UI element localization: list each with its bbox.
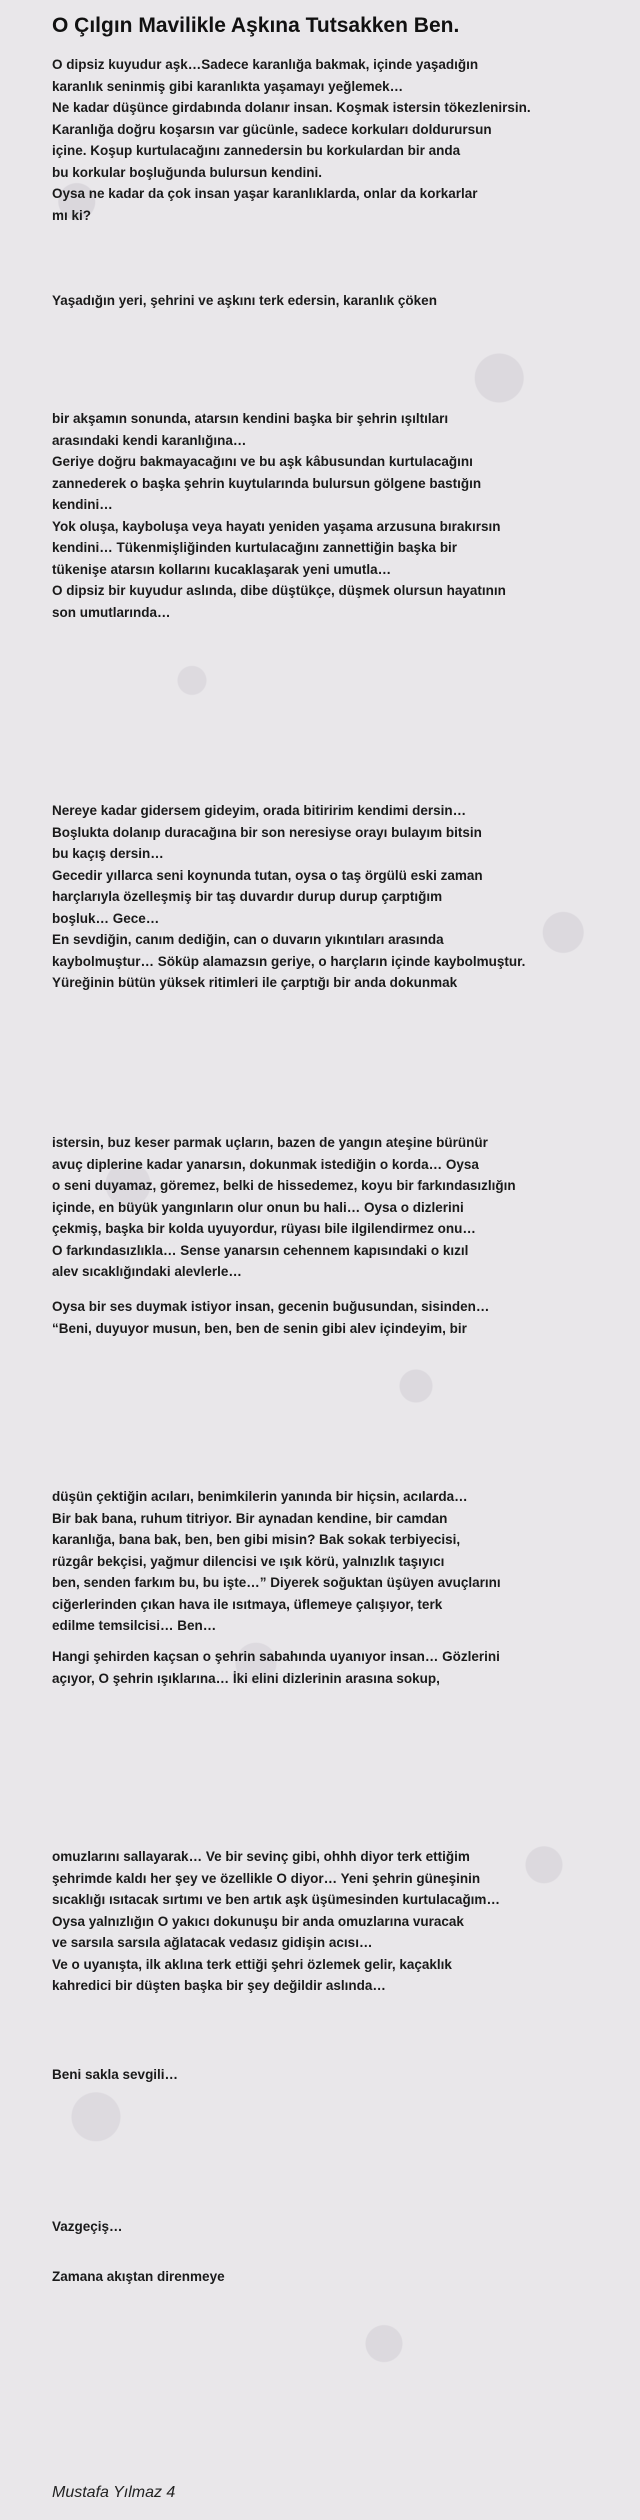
text-line: çekmiş, başka bir kolda uyuyordur, rüyası bile ilgilendirmez onu…	[52, 1221, 476, 1236]
text-line: mı ki?	[52, 207, 92, 223]
text-line: Bir bak bana, ruhum titriyor. Bir aynadan kendine, bir camdan	[52, 1510, 448, 1526]
paragraph-3	[52, 408, 632, 623]
text-line: Nereye kadar gidersem gideyim, orada bitiririm kendimi dersin…	[52, 803, 467, 818]
text-line: Oysa bir ses duymak istiyor insan, gecenin buğusundan, sisinden…	[52, 1299, 490, 1314]
text-line: tükenişe atarsın kollarını kucaklaşarak yeni umutla…	[52, 561, 392, 577]
text-line: Yok oluşa, kayboluşa veya hayatı yeniden yaşama arzusuna bırakırsın	[52, 518, 501, 534]
text-line: bu korkular boşluğunda bulursun kendini.	[52, 164, 323, 180]
text-line: karanlığa, bana bak, ben, ben gibi misin? Bak sokak terbiyecisi,	[52, 1532, 461, 1547]
text-line: açıyor, O şehrin ışıklarına… İki elini dizlerinin arasına sokup,	[52, 1670, 440, 1686]
text-line: Zamana akıştan direnmeye	[52, 2269, 225, 2284]
text-line: bir akşamın sonunda, atarsın kendini başka bir şehrin ışıltıları	[52, 411, 449, 426]
paragraph-2	[52, 290, 632, 312]
text-line: O dipsiz bir kuyudur aslında, dibe düştükçe, düşmek olursun hayatının	[52, 583, 506, 598]
text-line: Vazgeçiş…	[52, 2219, 123, 2234]
text-line: arasındaki kendi karanlığına…	[52, 432, 247, 448]
text-line: düşün çektiğin acıları, benimkilerin yanında bir hiçsin, acılarda…	[52, 1489, 468, 1504]
text-line: bu kaçış dersin…	[52, 846, 164, 861]
text-line: En sevdiğin, canım dediğin, can o duvarın yıkıntıları arasında	[52, 932, 444, 947]
text-line: alev sıcaklığındaki alevlerle…	[52, 1264, 242, 1279]
text-line: kendini…	[52, 497, 113, 512]
paragraph-5	[52, 1132, 632, 1283]
text-line: Oysa yalnızlığın O yakıcı dokunuşu bir anda omuzlarına vuracak	[52, 1913, 464, 1929]
text-line: O dipsiz kuyudur aşk…Sadece karanlığa bakmak, içinde yaşadığın	[52, 57, 479, 72]
text-line: sıcaklığı ısıtacak sırtımı ve ben artık aşk üşümesinden kurtulacağım…	[52, 1892, 500, 1907]
paragraph-8	[52, 1646, 632, 1689]
paragraph-11	[52, 2216, 632, 2238]
text-line: içine. Koşup kurtulacağını zannedersin bu korkulardan bir anda	[52, 143, 461, 158]
text-line: Beni sakla sevgili…	[52, 2067, 179, 2082]
paragraph-7	[52, 1486, 632, 1637]
text-line: kaybolmuştur… Söküp alamazsın geriye, o harçların içinde kaybolmuştur.	[52, 953, 526, 969]
text-line: omuzlarını sallayarak… Ve bir sevinç gibi, ohhh diyor terk ettiğim	[52, 1849, 470, 1864]
text-line: Hangi şehirden kaçsan o şehrin sabahında uyanıyor insan… Gözlerini	[52, 1649, 500, 1664]
text-line: Oysa ne kadar da çok insan yaşar karanlıklarda, onlar da korkarlar	[52, 186, 478, 201]
text-line: son umutlarında…	[52, 604, 171, 620]
text-line: içinde, en büyük yangınların olur onun bu hali… Oysa o dizlerini	[52, 1199, 464, 1215]
text-line: “Beni, duyuyor musun, ben, ben de senin gibi alev içindeyim, bir	[52, 1320, 467, 1336]
text-line: şehrimde kaldı her şey ve özellikle O diyor… Yeni şehrin güneşinin	[52, 1870, 481, 1886]
text-line: rüzgâr bekçisi, yağmur dilencisi ve ışık körü, yalnızlık taşıyıcı	[52, 1553, 445, 1569]
text-line: Boşlukta dolanıp duracağına bir son neresiyse orayı bulayım bitsin	[52, 824, 482, 840]
text-line: Gecedir yıllarca seni koynunda tutan, oysa o taş örgülü eski zaman	[52, 867, 483, 883]
text-line: ve sarsıla sarsıla ağlatacak vedasız gidişin acısı…	[52, 1935, 373, 1950]
text-line: Karanlığa doğru koşarsın var gücünle, sadece korkuları doldurursun	[52, 121, 492, 137]
text-line: edilme temsilcisi… Ben…	[52, 1618, 217, 1633]
text-line: karanlık seninmiş gibi karanlıkta yaşamayı yeğlemek…	[52, 78, 404, 94]
author-signature: Mustafa Yılmaz 4	[52, 2484, 176, 2501]
paragraph-4	[52, 800, 632, 994]
text-line: Geriye doğru bakmayacağını ve bu aşk kâbusundan kurtulacağını	[52, 454, 473, 469]
poem-title: O Çılgın Mavilikle Aşkına Tutsakken Ben.	[52, 14, 460, 37]
text-line: Yaşadığın yeri, şehrini ve aşkını terk edersin, karanlık çöken	[52, 293, 437, 308]
text-line: Ne kadar düşünce girdabında dolanır insan. Koşmak istersin tökezlenirsin.	[52, 100, 531, 115]
text-line: ciğerlerinden çıkan hava ile ısıtmaya, üflemeye çalışıyor, terk	[52, 1596, 443, 1612]
text-line: Ve o uyanışta, ilk aklına terk ettiği şehri özlemek gelir, kaçaklık	[52, 1956, 452, 1972]
text-line: ben, senden farkım bu, bu işte…” Diyerek soğuktan üşüyen avuçlarını	[52, 1575, 501, 1590]
text-line: zannederek o başka şehrin kuytularında bulursun gölgene bastığın	[52, 475, 482, 491]
text-line: Yüreğinin bütün yüksek ritimleri ile çarptığı bir anda dokunmak	[52, 975, 458, 990]
text-line: avuç diplerine kadar yanarsın, dokunmak istediğin o korda… Oysa	[52, 1156, 479, 1172]
paragraph-6	[52, 1296, 632, 1339]
text-line: kahredici bir düşten başka bir şey değildir aslında…	[52, 1978, 386, 1993]
text-line: harçlarıyla özelleşmiş bir taş duvardır durup durup çarptığım	[52, 889, 443, 904]
text-line: istersin, buz keser parmak uçların, bazen de yangın ateşine bürünür	[52, 1135, 488, 1150]
text-line: o seni duyamaz, göremez, belki de hissedemez, koyu bir farkındasızlığın	[52, 1178, 516, 1193]
text-line: O farkındasızlıkla… Sense yanarsın cehennem kapısındaki o kızıl	[52, 1242, 469, 1258]
paragraph-12	[52, 2266, 632, 2288]
text-line: boşluk… Gece…	[52, 910, 160, 926]
text-line: kendini… Tükenmişliğinden kurtulacağını zannettiğin başka bir	[52, 540, 458, 555]
paragraph-1	[52, 54, 632, 226]
paragraph-10	[52, 2064, 632, 2086]
paragraph-9	[52, 1846, 632, 1997]
